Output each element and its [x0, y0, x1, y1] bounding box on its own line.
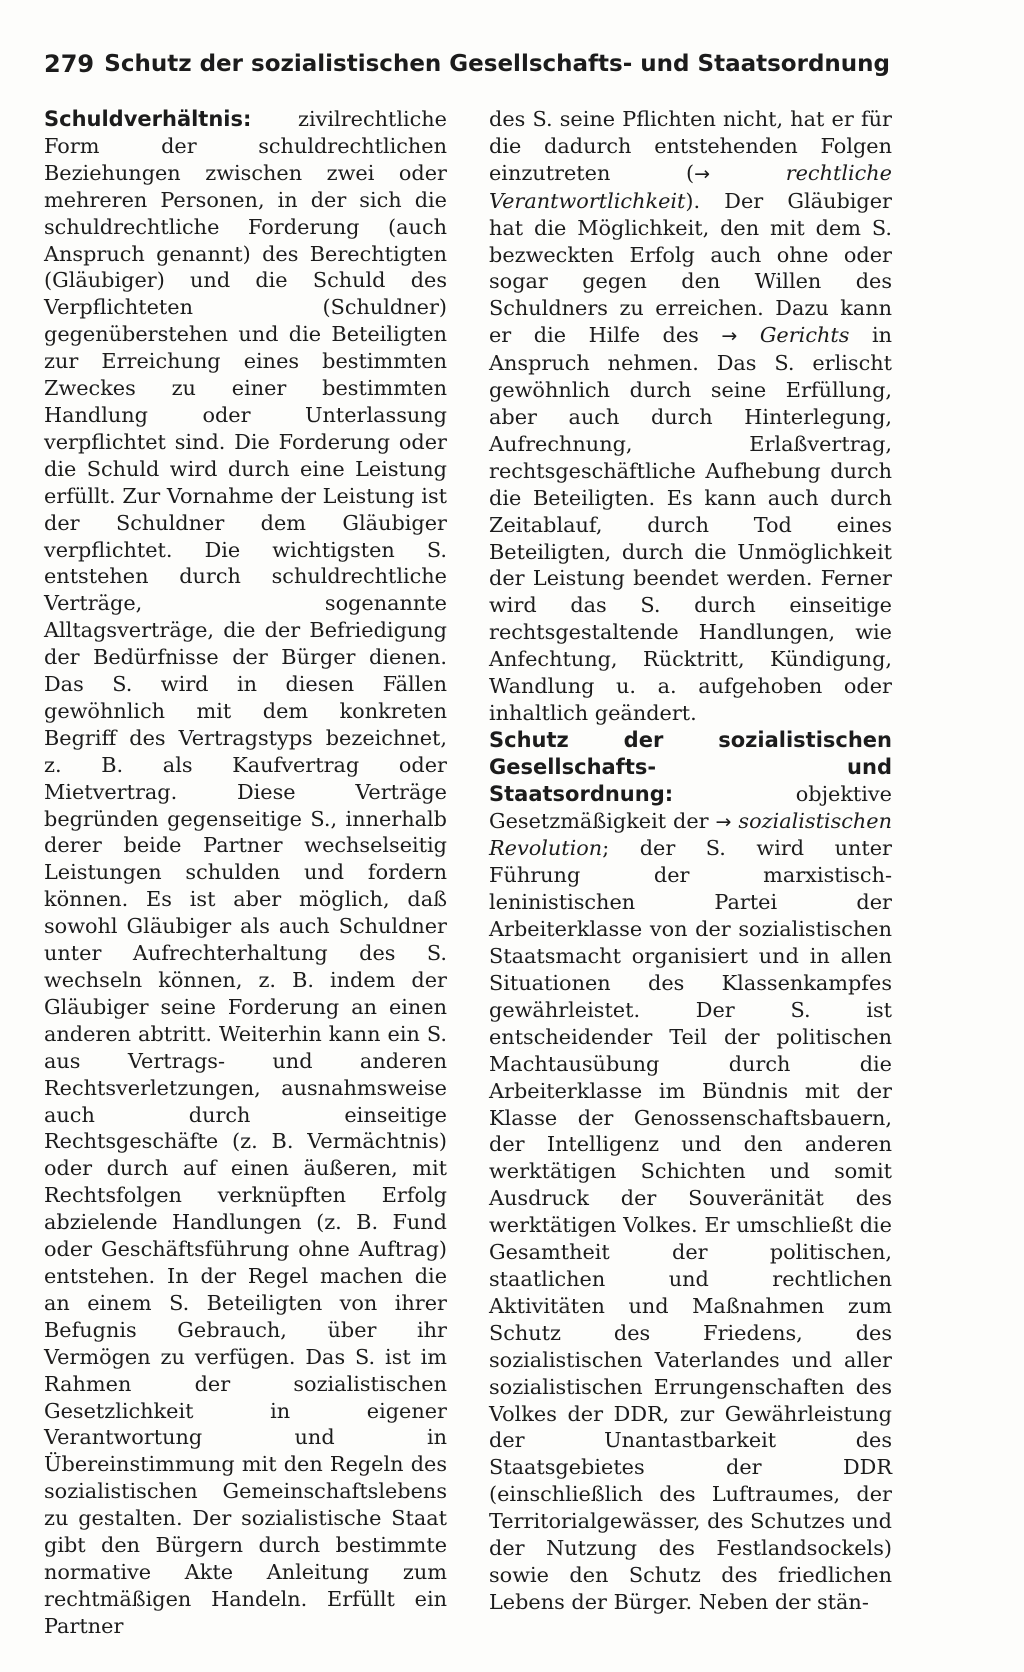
page-number: 279	[44, 50, 95, 78]
entry-schuldverhaeltnis	[44, 106, 447, 1640]
running-head: Schutz der sozialistischen Gesellschafts- und Staatsordnung	[104, 51, 890, 77]
entry-term: Schuldverhältnis:	[44, 107, 252, 131]
cross-reference-arrow-icon: →	[694, 162, 711, 185]
page-header	[44, 44, 890, 84]
entry-text: objektive Gesetzmäßigkeit der	[489, 781, 892, 833]
entry-text: ; der S. wird unter Führung der marxistisch-leninistischen Partei der Arbeiterklasse von der sozialistischen Staatsmacht organisiert und in allen Situationen des Klassenkampfes gewährleistet. Der S. ist entscheidender Teil der politischen Machtausübung durch die Arbeiterklasse im Bündnis mit der Klasse der Genossenschaftsbauern, der Intelligenz und den anderen werktätigen Schichten und somit Ausdruck der Souveränität des werktätigen Volkes. Er umschließt die Gesamtheit der politischen, staatlichen und rechtlichen Aktivitäten und Maßnahmen zum Schutz des Friedens, des sozialistischen Vaterlandes und aller sozialistischen Errungenschaften des Volkes der DDR, zur Gewährleistung der Unantastbarkeit des Staatsgebietes der DDR (einschließlich des Luftraumes, der Territorialgewässer, des Schutzes und der Nutzung des Festlandsockels) sowie den Schutz des friedlichen Lebens der Bürger. Neben der stän-	[489, 836, 892, 1614]
cross-reference-link[interactable]: Gerichts	[759, 323, 850, 348]
entry-text: ). Der Gläubiger hat die Möglichkeit, den mit dem S. bezweckten Erfolg auch ohne oder sogar gegen den Willen des Schuldners zu erreichen. Dazu kann er die Hilfe des	[489, 188, 892, 348]
entry-text: des S. seine Pflichten nicht, hat er für die dadurch entstehenden Folgen einzutreten (	[489, 107, 892, 185]
right-column	[489, 106, 892, 1616]
entry-text: zivilrechtliche Form der schuldrechtlichen Beziehungen zwischen zwei oder mehreren Personen, in der sich die schuldrechtliche Forderung (auch Anspruch genannt) des Berechtigten (Gläubiger) und die Schuld des Verpflichteten (Schuldner) gegenüberstehen und die Beteiligten zur Erreichung eines bestimmten Zweckes zu einer bestimmten Handlung oder Unterlassung verpflichtet sind. Die Forderung oder die Schuld wird durch eine Leistung erfüllt. Zur Vornahme der Leistung ist der Schuldner dem Gläubiger verpflichtet. Die wichtigsten S. entstehen durch schuldrechtliche Verträge, sogenannte Alltagsverträge, die der Befriedigung der Bedürfnisse der Bürger dienen. Das S. wird in diesen Fällen gewöhnlich mit dem konkreten Begriff des Vertragstyps bezeichnet, z. B. als Kaufvertrag oder Mietvertrag. Diese Verträge begründen gegenseitige S., innerhalb derer beide Partner wechselseitig Leistungen schulden und fordern können. Es ist aber möglich, daß sowohl Gläubiger als auch Schuldner unter Aufrechterhaltung des S. wechseln können, z. B. indem der Gläubiger seine Forderung an einen anderen abtritt. Weiterhin kann ein S. aus Vertrags- und anderen Rechtsverletzungen, ausnahmsweise auch durch einseitige Rechtsgeschäfte (z. B. Vermächtnis) oder durch auf einen äußeren, mit Rechtsfolgen verknüpften Erfolg abzielende Handlungen (z. B. Fund oder Geschäftsführung ohne Auftrag) entstehen. In der Regel machen die an einem S. Beteiligten von ihrer Befugnis Gebrauch, über ihr Vermögen zu verfügen. Das S. ist im Rahmen der sozialistischen Gesetzlichkeit in eigener Verantwortung und in Übereinstimmung mit den Regeln des sozialistischen Gemeinschaftslebens zu gestalten. Der sozialistische Staat gibt den Bürgern durch bestimmte normative Akte Anleitung zum rechtmäßigen Handeln. Erfüllt ein Partner	[44, 107, 447, 1638]
cross-reference-link[interactable]: sozialistischen Revolution	[489, 808, 892, 861]
cross-reference-arrow-icon: →	[715, 810, 732, 833]
cross-reference-arrow-icon: →	[721, 325, 738, 348]
entry-continuation	[489, 106, 892, 727]
entry-text: in Anspruch nehmen. Das S. erlischt gewöhnlich durch seine Erfüllung, aber auch durch Hinterlegung, Aufrechnung, Erlaßvertrag, rechtsgeschäftliche Aufhebung durch die Beteiligten. Es kann auch durch Zeitablauf, durch Tod eines Beteiligten, durch die Unmöglichkeit der Leistung beendet werden. Ferner wird das S. durch einseitige rechtsgestaltende Handlungen, wie Anfechtung, Rücktritt, Kündigung, Wandlung u. a. aufgehoben oder inhaltlich geändert.	[489, 323, 892, 725]
entry-term: Schutz der sozialistischen Gesellschafts- und Staatsordnung:	[489, 727, 892, 806]
cross-reference-link[interactable]: rechtliche Verantwortlichkeit	[489, 160, 892, 213]
entry-schutz-der-ordnung	[489, 727, 892, 1616]
left-column	[44, 106, 447, 1640]
